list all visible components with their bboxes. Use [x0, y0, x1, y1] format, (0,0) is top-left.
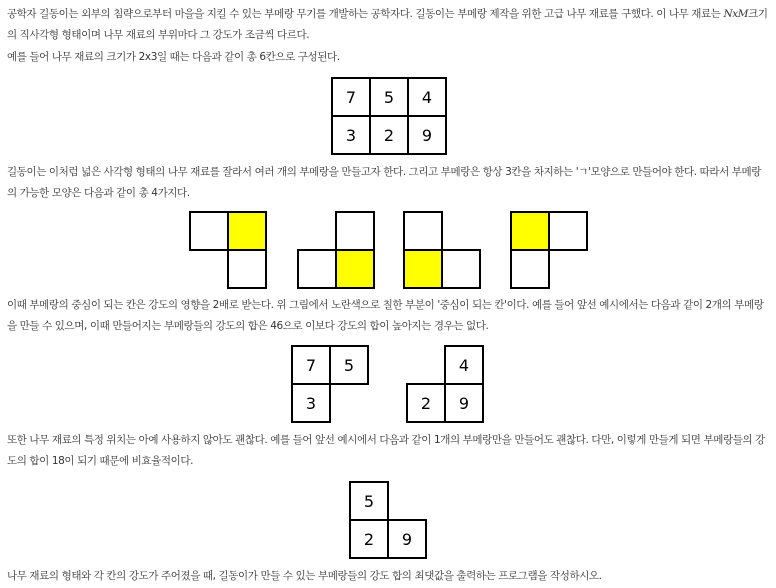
intro-text-b: 크기의 직사각형 형태이며 나무 재료의 부위마다 그 강도가 조금씩 다르다.	[7, 8, 768, 41]
grid-cell: 2	[349, 519, 389, 559]
example-grid	[331, 77, 447, 155]
shape-center-cell	[403, 249, 443, 289]
grid-cell: 5	[369, 77, 409, 117]
shape-cell	[189, 211, 229, 251]
shapes-paragraph: 길동이는 이처럼 넓은 사각형 형태의 나무 재료를 잘라서 여러 개의 부메랑을 만들고자 한다. 그리고 부메랑은 항상 3칸을 차지하는 'ㄱ'모양으로 만들어야 한다. 따라서 부메랑의 가능한 모양은 다음과 같이 총 4가지다.	[7, 166, 762, 199]
intro-paragraph	[7, 4, 769, 46]
grid-cell: 3	[291, 383, 331, 423]
grid-cell: 7	[291, 345, 331, 385]
shape-center-cell	[335, 249, 375, 289]
example-paragraph: 예를 들어 나무 재료의 크기가 2x3일 때는 다음과 같이 총 6칸으로 구성된다.	[7, 51, 340, 63]
grid-cell: 4	[444, 345, 484, 385]
shape-cell	[548, 211, 588, 251]
grid-cell: 9	[444, 383, 484, 423]
shape-cell	[403, 211, 443, 251]
grid-cell: 7	[331, 77, 371, 117]
shape-cell	[441, 249, 481, 289]
grid-cell: 4	[407, 77, 447, 117]
shape-center-cell	[510, 211, 550, 251]
grid-cell: 3	[331, 115, 371, 155]
shape-cell	[510, 249, 550, 289]
grid-cell: 5	[329, 345, 369, 385]
grid-cell: 9	[387, 519, 427, 559]
task-paragraph: 나무 재료의 형태와 각 칸의 강도가 주어졌을 때, 길동이가 만들 수 있는 부메랑들의 강도 합의 최댓값을 출력하는 프로그램을 작성하시오.	[7, 570, 602, 582]
shape-cell	[227, 249, 267, 289]
grid-cell: 2	[369, 115, 409, 155]
center-paragraph: 이때 부메랑의 중심이 되는 칸은 강도의 영향을 2배로 받는다. 위 그림에서 노란색으로 칠한 부분이 '중심이 되는 칸'이다. 예를 들어 앞선 예시에서는 다음과 같이 2개의 부메랑을 만들 수 있으며, 이때 만들어지는 부메랑들의 강도의 합은 46으로 이보다 강도의 합이 높아지는 경우는 없다.	[7, 299, 764, 332]
unused-paragraph: 또한 나무 재료의 특정 위치는 아예 사용하지 않아도 괜찮다. 예를 들어 앞선 예시에서 다음과 같이 1개의 부메랑만을 만들어도 괜찮다. 다만, 이렇게 만들게 되면 부메랑들의 강도의 합이 18이 되기 때문에 비효율적이다.	[7, 434, 765, 467]
shape-center-cell	[227, 211, 267, 251]
grid-cell: 9	[407, 115, 447, 155]
shape-cell	[297, 249, 337, 289]
grid-cell: 5	[349, 481, 389, 521]
intro-variable: NxM	[723, 8, 749, 20]
grid-cell: 2	[406, 383, 446, 423]
intro-text-a: 공학자 길동이는 외부의 침략으로부터 마을을 지킬 수 있는 부메랑 무기를 개발하는 공학자다. 길동이는 부메랑 제작을 위한 고급 나무 재료를 구했다. 이 나무 재료는	[7, 8, 724, 20]
shape-cell	[335, 211, 375, 251]
